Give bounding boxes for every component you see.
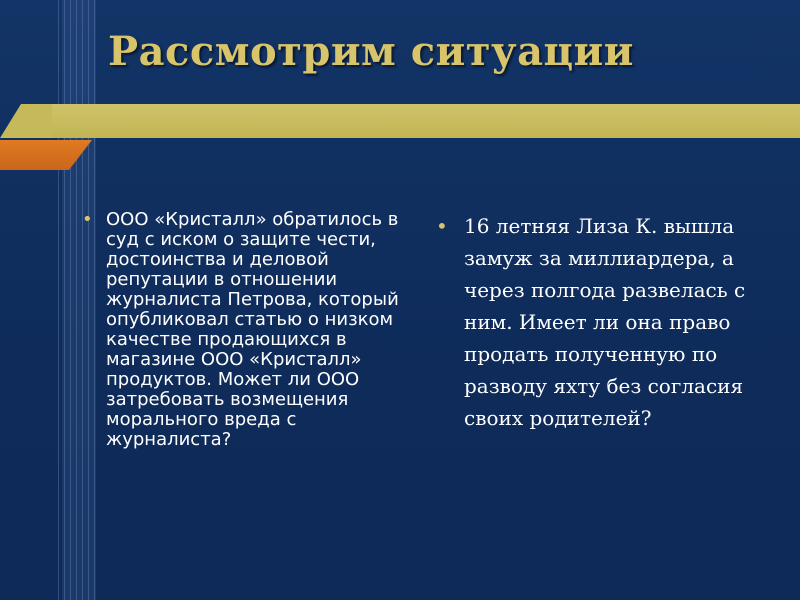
bullet-dot-icon: • [436, 214, 448, 238]
decorative-stripe [70, 0, 71, 600]
bullet-row [82, 210, 402, 450]
bullet-item [82, 210, 402, 450]
bullet-text: ООО «Кристалл» обратилось в суд с иском о защите чести, достоинства и деловой репутации в отношении журналиста Петрова, который опубликовал статью о низком качестве продающихся в магазине ООО «Кристалл» продуктов. Может ли ООО затребовать возмещения морального вреда с журналиста? [106, 209, 399, 450]
bullet-text: 16 летняя Лиза К. вышла замуж за миллиардера, а через полгода развелась с ним. Имеет ли она право продать полученную по разводу яхту без согласия своих родителей? [464, 214, 746, 430]
decorative-stripe [58, 0, 59, 600]
slide-title: Рассмотрим ситуации [108, 28, 634, 75]
bullet-dot-icon: • [82, 209, 93, 230]
decorative-stripe [64, 0, 65, 600]
bullet-row [436, 210, 776, 434]
gold-band [52, 104, 800, 138]
decorative-stripe [76, 0, 77, 600]
bullet-item [436, 210, 776, 434]
